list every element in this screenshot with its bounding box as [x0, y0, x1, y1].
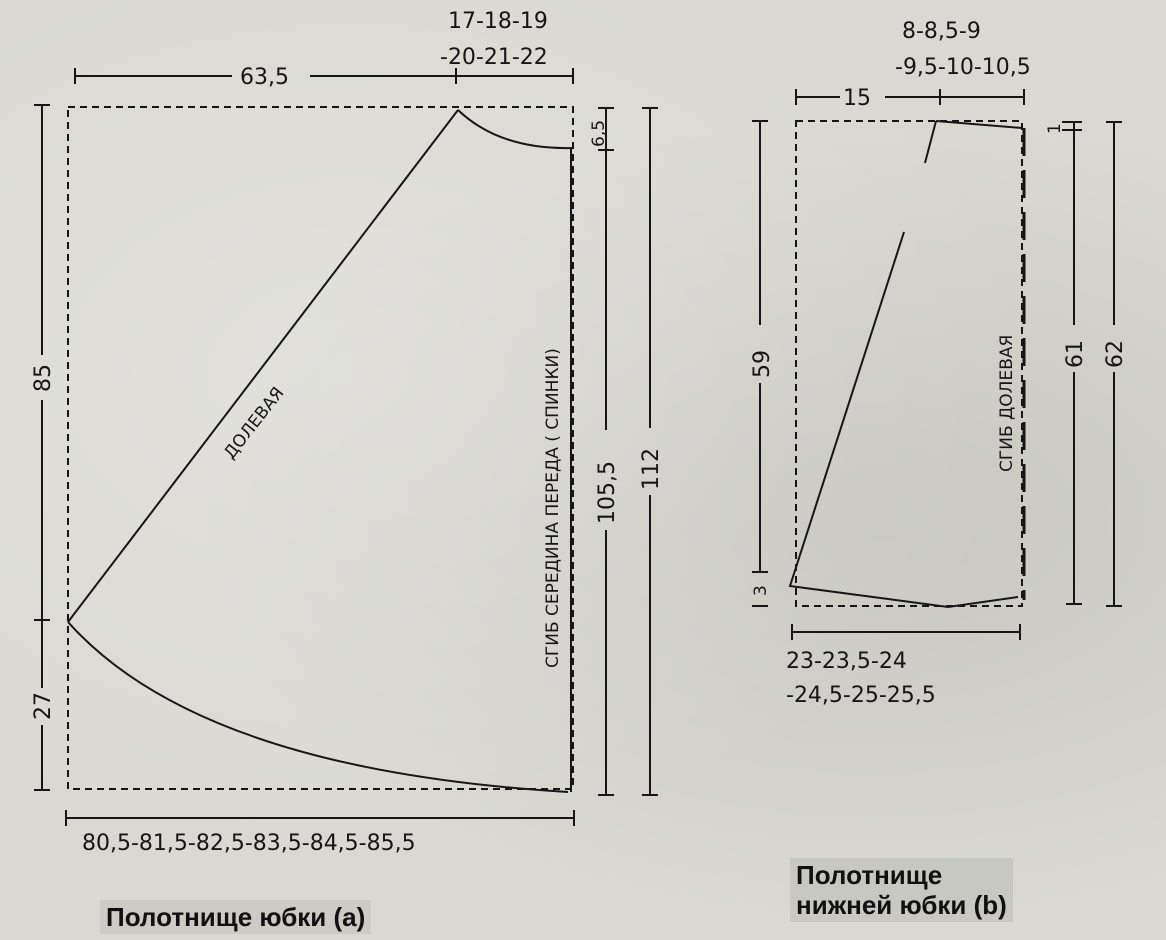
pattern-b-left-length: 59 — [750, 350, 775, 378]
pattern-b-caption-line1: Полотнище — [796, 860, 943, 890]
pattern-a-waist-curve — [458, 110, 573, 148]
pattern-b-bounding-box — [796, 121, 1022, 606]
pattern-a-grain-line — [68, 110, 458, 622]
pattern-a-waist-line1: 17-18-19 — [448, 9, 548, 34]
pattern-a-waist-line2: -20-21-22 — [440, 45, 548, 70]
pattern-b-caption-line2: нижней юбки (b) — [796, 890, 1007, 920]
pattern-a-top-width: 63,5 — [240, 65, 289, 90]
pattern-a-total-length: 112 — [639, 448, 664, 490]
pattern-a-caption: Полотнище юбки (a) — [100, 900, 371, 934]
pattern-a-bounding-box — [68, 107, 573, 789]
pattern-b-length-inner: 61 — [1063, 340, 1088, 368]
pattern-b-fold-label: СГИБ ДОЛЕВАЯ — [997, 334, 1017, 472]
pattern-a-grain-label: ДОЛЕВАЯ — [220, 383, 289, 464]
pattern-a-waist-drop: 6,5 — [589, 119, 609, 147]
pattern-b-top-drop: 1 — [1045, 123, 1065, 134]
pattern-a-left-upper: 85 — [31, 364, 56, 392]
pattern-a-left-lower: 27 — [31, 692, 56, 720]
pattern-b-length-outer: 62 — [1103, 340, 1128, 368]
pattern-a-bottom-width: 80,5-81,5-82,5-83,5-84,5-85,5 — [82, 831, 416, 856]
pattern-b-left-bottom: 3 — [751, 585, 771, 596]
pattern-b-top-offset: 15 — [843, 86, 871, 111]
pattern-b-top-line1: 8-8,5-9 — [902, 19, 981, 44]
pattern-a-fold-label: СГИБ СЕРЕДИНА ПЕРЕДА ( СПИНКИ) — [543, 348, 563, 668]
pattern-b-bottom-line1: 23-23,5-24 — [786, 649, 907, 674]
pattern-b-bottom-line2: -24,5-25-25,5 — [786, 683, 936, 708]
pattern-b-top-line2: -9,5-10-10,5 — [895, 55, 1031, 80]
pattern-a-hem-curve — [68, 622, 568, 792]
pattern-a-center-length: 105,5 — [595, 461, 620, 524]
pattern-b-outline — [790, 121, 1022, 607]
pattern-b-caption — [790, 858, 1013, 922]
